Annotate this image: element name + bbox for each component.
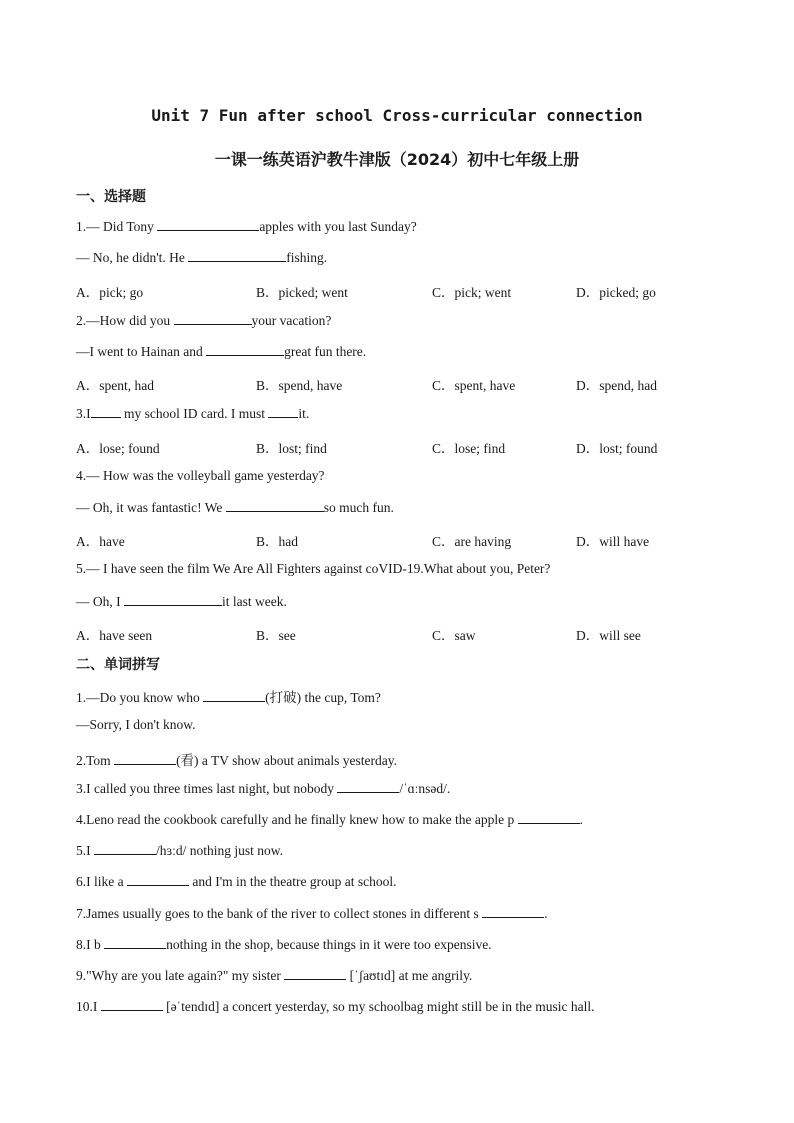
item-text: nothing in the shop, because things in it were too expensive. bbox=[166, 937, 492, 952]
answer-blank[interactable] bbox=[482, 905, 544, 918]
answer-blank[interactable] bbox=[101, 998, 163, 1011]
answer-blank[interactable] bbox=[226, 499, 324, 512]
option-a[interactable]: A．have bbox=[76, 534, 125, 549]
question-line bbox=[76, 468, 325, 484]
option-d[interactable]: D．will have bbox=[576, 534, 650, 549]
option-a[interactable]: A．lose; found bbox=[76, 441, 160, 456]
item-text: [ˈʃaʊtɪd] at me angrily. bbox=[346, 968, 473, 983]
item-text: /ˈɑːnsəd/. bbox=[399, 781, 451, 796]
spelling-item bbox=[76, 811, 583, 828]
item-text: 10.I bbox=[76, 999, 101, 1014]
item-text: 6.I like a bbox=[76, 874, 127, 889]
answer-blank[interactable] bbox=[268, 405, 298, 418]
item-text: (打破) the cup, Tom? bbox=[265, 690, 381, 705]
question-line bbox=[76, 312, 331, 329]
answer-blank[interactable] bbox=[157, 218, 259, 231]
question-text: it. bbox=[298, 406, 310, 421]
question-text: my school ID card. I must bbox=[120, 406, 269, 421]
option-c[interactable]: C．are having bbox=[432, 534, 512, 549]
option-a[interactable]: A．spent, had bbox=[76, 378, 154, 393]
question-text: 1.— Did Tony bbox=[76, 219, 158, 234]
answer-blank[interactable] bbox=[206, 343, 284, 356]
option-d[interactable]: D．lost; found bbox=[576, 441, 658, 456]
option-d[interactable]: D．picked; go bbox=[576, 285, 656, 300]
question-text: — Oh, it was fantastic! We bbox=[76, 500, 226, 515]
question-text: 2.—How did you bbox=[76, 313, 174, 328]
question-text: — Oh, I bbox=[76, 594, 124, 609]
spelling-item bbox=[76, 967, 472, 984]
question-line bbox=[76, 561, 550, 577]
question-line bbox=[76, 218, 417, 235]
answer-blank[interactable] bbox=[203, 689, 265, 702]
option-d[interactable]: D．will see bbox=[576, 628, 641, 643]
answer-blank[interactable] bbox=[337, 780, 399, 793]
item-text: 7.James usually goes to the bank of the river to collect stones in different s bbox=[76, 906, 483, 921]
spelling-item bbox=[76, 717, 196, 733]
answer-blank[interactable] bbox=[124, 593, 222, 606]
spelling-item bbox=[76, 780, 450, 797]
question-line bbox=[76, 249, 327, 266]
answer-blank[interactable] bbox=[104, 936, 166, 949]
item-text: . bbox=[544, 906, 548, 921]
spelling-item bbox=[76, 998, 595, 1015]
option-b[interactable]: B．see bbox=[256, 628, 296, 643]
answer-blank[interactable] bbox=[91, 405, 121, 418]
item-text: /hɜːd/ nothing just now. bbox=[156, 843, 284, 858]
question-text: apples with you last Sunday? bbox=[259, 219, 417, 234]
item-text: 8.I b bbox=[76, 937, 105, 952]
question-text: it last week. bbox=[222, 594, 287, 609]
item-text: 1.—Do you know who bbox=[76, 690, 204, 705]
answer-blank[interactable] bbox=[94, 842, 156, 855]
question-line bbox=[76, 593, 287, 610]
item-text: 4.Leno read the cookbook carefully and he finally knew how to make the apple p bbox=[76, 812, 518, 827]
section-heading-choice: 一、选择题 bbox=[76, 189, 146, 205]
option-c[interactable]: C．pick; went bbox=[432, 285, 512, 300]
answer-blank[interactable] bbox=[188, 249, 286, 262]
option-b[interactable]: B．picked; went bbox=[256, 285, 348, 300]
spelling-item bbox=[76, 936, 492, 953]
question-text: great fun there. bbox=[284, 344, 367, 359]
question-line bbox=[76, 405, 309, 422]
option-c[interactable]: C．lose; find bbox=[432, 441, 506, 456]
spelling-item bbox=[76, 749, 397, 769]
answer-blank[interactable] bbox=[127, 873, 189, 886]
option-a[interactable]: A．pick; go bbox=[76, 285, 144, 300]
item-text: 3.I called you three times last night, but nobody bbox=[76, 781, 338, 796]
item-text: 5.I bbox=[76, 843, 94, 858]
spelling-item bbox=[76, 842, 283, 859]
question-text: 3.I bbox=[76, 406, 91, 421]
option-d[interactable]: D．spend, had bbox=[576, 378, 657, 393]
spelling-item bbox=[76, 905, 548, 922]
question-text: your vacation? bbox=[251, 313, 332, 328]
question-line bbox=[76, 499, 394, 516]
page-title: Unit 7 Fun after school Cross-curricular connection bbox=[151, 106, 643, 125]
section-heading-spelling: 二、单词拼写 bbox=[76, 657, 160, 673]
question-text: 4.— How was the volleyball game yesterday? bbox=[76, 468, 325, 483]
answer-blank[interactable] bbox=[284, 967, 346, 980]
spelling-item bbox=[76, 873, 396, 890]
item-text: 9."Why are you late again?" my sister bbox=[76, 968, 285, 983]
option-c[interactable]: C．spent, have bbox=[432, 378, 516, 393]
option-a[interactable]: A．have seen bbox=[76, 628, 153, 643]
question-text: 5.— I have seen the film We Are All Fighters against coVID-19.What about you, Peter? bbox=[76, 561, 551, 576]
answer-blank[interactable] bbox=[114, 752, 176, 765]
question-text: — No, he didn't. He bbox=[76, 250, 189, 265]
option-b[interactable]: B．spend, have bbox=[256, 378, 343, 393]
item-text: 2.Tom bbox=[76, 753, 115, 768]
page-subtitle: 一课一练英语沪教牛津版（2024）初中七年级上册 bbox=[214, 150, 580, 169]
question-text: so much fun. bbox=[323, 500, 394, 515]
answer-blank[interactable] bbox=[518, 811, 580, 824]
item-text: (看) a TV show about animals yesterday. bbox=[176, 753, 398, 768]
item-text: [əˈtendɪd] a concert yesterday, so my schoolbag might still be in the music hall. bbox=[162, 999, 595, 1014]
item-text: . bbox=[579, 812, 583, 827]
spelling-item bbox=[76, 686, 381, 706]
question-line bbox=[76, 343, 366, 360]
question-text: —I went to Hainan and bbox=[76, 344, 207, 359]
item-text: and I'm in the theatre group at school. bbox=[188, 874, 397, 889]
item-text: —Sorry, I don't know. bbox=[76, 717, 196, 732]
option-b[interactable]: B．had bbox=[256, 534, 298, 549]
option-c[interactable]: C．saw bbox=[432, 628, 476, 643]
answer-blank[interactable] bbox=[174, 312, 252, 325]
option-b[interactable]: B．lost; find bbox=[256, 441, 327, 456]
question-text: fishing. bbox=[286, 250, 328, 265]
